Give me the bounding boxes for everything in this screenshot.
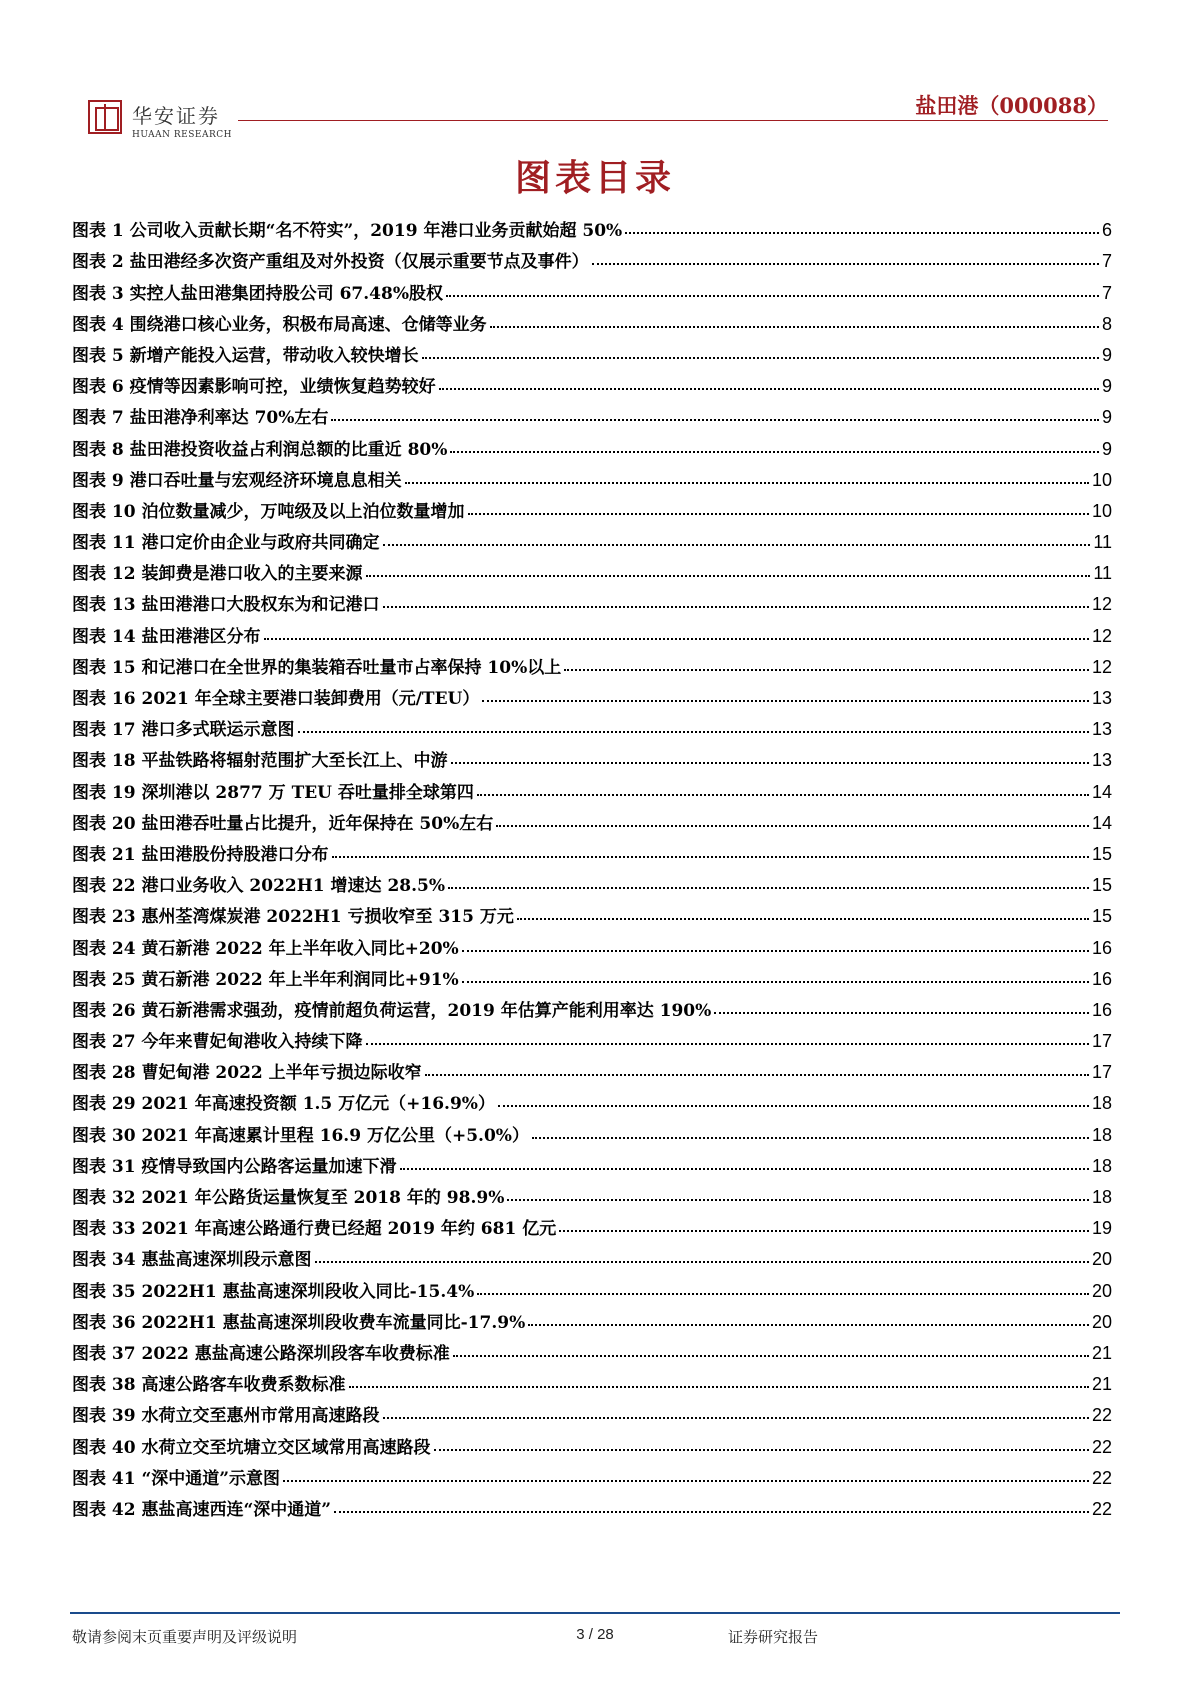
toc-leader-dots — [422, 357, 1099, 359]
toc-leader-dots — [451, 762, 1089, 764]
footer-disclaimer: 敬请参阅末页重要声明及评级说明 — [72, 1628, 298, 1646]
page-number: 3 / 28 — [576, 1626, 614, 1643]
toc-leader-dots — [439, 388, 1099, 390]
toc-entry-label: 图表 26 黄石新港需求强劲，疫情前超负荷运营，2019 年估算产能利用率达 190% — [72, 1000, 712, 1021]
toc-entry-page: 18 — [1091, 1187, 1112, 1207]
toc-leader-dots — [468, 513, 1089, 515]
toc-leader-dots — [462, 981, 1089, 983]
toc-entry[interactable] — [72, 896, 1112, 927]
toc-entry[interactable] — [72, 241, 1112, 272]
toc-entry-page: 14 — [1091, 812, 1112, 833]
toc-leader-dots — [331, 419, 1099, 421]
toc-entry-label: 图表 9 港口吞吐量与宏观经济环境息息相关 — [72, 470, 402, 491]
toc-entry[interactable] — [72, 709, 1112, 740]
toc-leader-dots — [383, 606, 1089, 608]
toc-leader-dots — [425, 1074, 1089, 1076]
toc-entry[interactable] — [72, 740, 1112, 771]
toc-entry[interactable] — [72, 428, 1112, 459]
toc-leader-dots — [528, 1324, 1089, 1326]
toc-leader-dots — [517, 918, 1089, 920]
toc-entry[interactable] — [72, 210, 1112, 241]
toc-entry-page: 18 — [1091, 1093, 1112, 1114]
toc-leader-dots — [482, 700, 1089, 702]
toc-entry-page: 22 — [1091, 1467, 1112, 1488]
toc-entry-page: 15 — [1091, 843, 1112, 864]
toc-leader-dots — [448, 887, 1089, 889]
toc-entry[interactable] — [72, 522, 1112, 553]
toc-entry-label: 图表 29 2021 年高速投资额 1.5 万亿元（+16.9%） — [72, 1094, 495, 1115]
toc-leader-dots — [592, 263, 1099, 265]
toc-entry-label: 图表 39 水荷立交至惠州市常用高速路段 — [72, 1406, 380, 1427]
toc-entry[interactable] — [72, 1302, 1112, 1333]
brand-name-en: HUAAN RESEARCH — [132, 130, 232, 140]
toc-entry-page: 13 — [1091, 719, 1112, 740]
toc-entry-label: 图表 13 盐田港港口大股权东为和记港口 — [72, 595, 380, 616]
toc-leader-dots — [366, 575, 1091, 577]
toc-entry[interactable] — [72, 1052, 1112, 1083]
toc-entry[interactable] — [72, 1364, 1112, 1395]
toc-entry-page: 12 — [1091, 625, 1112, 646]
toc-entry-label: 图表 36 2022H1 惠盐高速深圳段收费车流量同比-17.9% — [72, 1312, 526, 1333]
toc-entry[interactable] — [72, 1395, 1112, 1426]
toc-entry-label: 图表 18 平盐铁路将辐射范围扩大至长江上、中游 — [72, 751, 448, 772]
toc-entry-label: 图表 19 深圳港以 2877 万 TEU 吞吐量排全球第四 — [72, 782, 474, 803]
toc-entry-page: 13 — [1091, 750, 1112, 771]
toc-leader-dots — [450, 451, 1099, 453]
toc-entry-label: 图表 2 盐田港经多次资产重组及对外投资（仅展示重要节点及事件） — [72, 252, 589, 273]
toc-entry-page: 16 — [1091, 968, 1112, 989]
toc-entry-page: 18 — [1091, 1124, 1112, 1145]
toc-entry-page: 8 — [1101, 313, 1112, 334]
footer-divider — [70, 1612, 1120, 1614]
toc-entry-label: 图表 30 2021 年高速累计里程 16.9 万亿公里（+5.0%） — [72, 1125, 529, 1146]
toc-entry-page: 18 — [1091, 1155, 1112, 1176]
toc-leader-dots — [559, 1230, 1089, 1232]
toc-entry-label: 图表 7 盐田港净利率达 70%左右 — [72, 408, 329, 429]
toc-leader-dots — [400, 1168, 1089, 1170]
toc-entry-page: 6 — [1101, 220, 1112, 241]
toc-entry-page: 19 — [1091, 1218, 1112, 1239]
toc-entry[interactable] — [72, 1177, 1112, 1208]
footer-report-type: 证券研究报告 — [728, 1628, 819, 1646]
toc-entry-label: 图表 38 高速公路客车收费系数标准 — [72, 1375, 346, 1396]
toc-entry[interactable] — [72, 771, 1112, 802]
toc-entry-label: 图表 40 水荷立交至坑塘立交区域常用高速路段 — [72, 1437, 431, 1458]
header-divider — [238, 120, 1108, 121]
toc-entry[interactable] — [72, 1208, 1112, 1239]
toc-entry-label: 图表 6 疫情等因素影响可控，业绩恢复趋势较好 — [72, 377, 436, 398]
toc-entry-label: 图表 25 黄石新港 2022 年上半年利润同比+91% — [72, 969, 459, 990]
toc-entry-label: 图表 1 公司收入贡献长期“名不符实”，2019 年港口业务贡献始超 50% — [72, 221, 623, 242]
table-of-figures — [72, 210, 1112, 1520]
toc-leader-dots — [383, 1417, 1089, 1419]
toc-leader-dots — [532, 1137, 1089, 1139]
toc-entry-label: 图表 4 围绕港口核心业务，积极布局高速、仓储等业务 — [72, 314, 487, 335]
toc-entry[interactable] — [72, 959, 1112, 990]
toc-entry-label: 图表 10 泊位数量减少，万吨级及以上泊位数量增加 — [72, 501, 465, 522]
toc-leader-dots — [349, 1386, 1089, 1388]
toc-entry-page: 7 — [1101, 251, 1112, 272]
toc-leader-dots — [434, 1449, 1089, 1451]
toc-entry-label: 图表 27 今年来曹妃甸港收入持续下降 — [72, 1032, 363, 1053]
toc-entry-label: 图表 23 惠州荃湾煤炭港 2022H1 亏损收窄至 315 万元 — [72, 907, 514, 928]
toc-entry-label: 图表 21 盐田港股份持股港口分布 — [72, 844, 329, 865]
toc-entry-page: 9 — [1101, 407, 1112, 428]
toc-entry[interactable] — [72, 834, 1112, 865]
toc-leader-dots — [462, 950, 1089, 952]
toc-leader-dots — [477, 1293, 1089, 1295]
toc-entry-page: 21 — [1091, 1374, 1112, 1395]
toc-entry[interactable] — [72, 366, 1112, 397]
toc-entry[interactable] — [72, 304, 1112, 335]
toc-entry-page: 7 — [1101, 282, 1112, 303]
toc-entry-page: 11 — [1093, 532, 1112, 553]
brand-name: 华安证券 — [132, 104, 220, 128]
toc-entry[interactable] — [72, 803, 1112, 834]
toc-entry-page: 13 — [1091, 688, 1112, 708]
toc-entry[interactable] — [72, 1146, 1112, 1177]
toc-entry-label: 图表 3 实控人盐田港集团持股公司 67.48%股权 — [72, 283, 443, 304]
toc-leader-dots — [507, 1199, 1089, 1201]
toc-entry-page: 12 — [1091, 656, 1112, 677]
toc-leader-dots — [453, 1355, 1089, 1357]
toc-entry[interactable] — [72, 678, 1112, 709]
toc-entry[interactable] — [72, 865, 1112, 896]
toc-entry-page: 10 — [1091, 500, 1112, 521]
toc-entry[interactable] — [72, 1458, 1112, 1489]
toc-entry-page: 17 — [1091, 1031, 1112, 1052]
toc-entry[interactable] — [72, 990, 1112, 1021]
toc-entry[interactable] — [72, 1489, 1112, 1520]
toc-entry-page: 21 — [1091, 1342, 1112, 1363]
toc-entry-label: 图表 20 盐田港吞吐量占比提升，近年保持在 50%左右 — [72, 813, 494, 834]
toc-entry[interactable] — [72, 1333, 1112, 1364]
toc-entry-label: 图表 33 2021 年高速公路通行费已经超 2019 年约 681 亿元 — [72, 1219, 557, 1240]
toc-entry[interactable] — [72, 1114, 1112, 1145]
toc-leader-dots — [264, 638, 1089, 640]
toc-entry-page: 9 — [1101, 344, 1112, 365]
toc-leader-dots — [405, 482, 1089, 484]
toc-entry-page: 10 — [1091, 469, 1112, 490]
toc-entry[interactable] — [72, 397, 1112, 428]
toc-entry-label: 图表 34 惠盐高速深圳段示意图 — [72, 1250, 312, 1271]
toc-entry[interactable] — [72, 553, 1112, 584]
toc-entry[interactable] — [72, 460, 1112, 491]
toc-leader-dots — [625, 232, 1099, 234]
toc-entry[interactable] — [72, 927, 1112, 958]
toc-entry-page: 11 — [1093, 563, 1112, 584]
toc-entry-page: 20 — [1091, 1249, 1112, 1270]
toc-entry-label: 图表 17 港口多式联运示意图 — [72, 720, 295, 741]
toc-leader-dots — [446, 295, 1099, 297]
toc-entry-page: 9 — [1101, 376, 1112, 397]
toc-entry-label: 图表 12 装卸费是港口收入的主要来源 — [72, 564, 363, 585]
toc-entry-label: 图表 42 惠盐高速西连“深中通道” — [72, 1499, 332, 1520]
toc-entry-label: 图表 5 新增产能投入运营，带动收入较快增长 — [72, 345, 419, 366]
toc-entry[interactable] — [72, 615, 1112, 646]
toc-entry-label: 图表 31 疫情导致国内公路客运量加速下滑 — [72, 1156, 397, 1177]
toc-leader-dots — [366, 1043, 1089, 1045]
toc-entry[interactable] — [72, 1239, 1112, 1270]
toc-entry-label: 图表 28 曹妃甸港 2022 上半年亏损边际收窄 — [72, 1063, 422, 1084]
toc-entry-label: 图表 11 港口定价由企业与政府共同确定 — [72, 533, 380, 554]
toc-leader-dots — [498, 1105, 1089, 1107]
toc-entry-page: 20 — [1091, 1280, 1112, 1301]
toc-leader-dots — [298, 731, 1089, 733]
toc-entry-label: 图表 32 2021 年公路货运量恢复至 2018 年的 98.9% — [72, 1188, 505, 1208]
toc-leader-dots — [334, 1511, 1089, 1513]
toc-entry-label: 图表 8 盐田港投资收益占利润总额的比重近 80% — [72, 439, 448, 460]
toc-leader-dots — [714, 1012, 1089, 1014]
toc-entry-page: 14 — [1091, 781, 1112, 802]
toc-entry[interactable] — [72, 491, 1112, 522]
toc-entry-label: 图表 35 2022H1 惠盐高速深圳段收入同比-15.4% — [72, 1281, 475, 1302]
toc-entry-page: 15 — [1091, 875, 1112, 896]
toc-entry[interactable] — [72, 584, 1112, 615]
toc-entry-label: 图表 41 “深中通道”示意图 — [72, 1468, 281, 1489]
toc-entry[interactable] — [72, 1270, 1112, 1301]
toc-entry[interactable] — [72, 335, 1112, 366]
toc-entry[interactable] — [72, 272, 1112, 303]
toc-entry[interactable] — [72, 1021, 1112, 1052]
toc-leader-dots — [477, 794, 1089, 796]
toc-entry-page: 17 — [1091, 1062, 1112, 1083]
page-title: 图表目录 — [514, 157, 675, 199]
toc-entry-label: 图表 15 和记港口在全世界的集装箱吞吐量市占率保持 10%以上 — [72, 657, 562, 678]
toc-entry-label: 图表 24 黄石新港 2022 年上半年收入同比+20% — [72, 938, 459, 959]
stock-title: 盐田港（000088） — [915, 93, 1108, 118]
toc-entry-page: 16 — [1091, 937, 1112, 958]
toc-entry[interactable] — [72, 1083, 1112, 1114]
toc-entry-page: 22 — [1091, 1405, 1112, 1426]
toc-entry[interactable] — [72, 1426, 1112, 1457]
toc-leader-dots — [332, 856, 1089, 858]
toc-leader-dots — [496, 825, 1089, 827]
toc-entry-label: 图表 14 盐田港港区分布 — [72, 626, 261, 647]
toc-leader-dots — [564, 669, 1089, 671]
toc-entry-page: 9 — [1101, 438, 1112, 459]
toc-entry-label: 图表 16 2021 年全球主要港口装卸费用（元/TEU） — [72, 689, 480, 709]
toc-entry-page: 16 — [1091, 999, 1112, 1020]
toc-leader-dots — [315, 1261, 1089, 1263]
toc-entry-page: 20 — [1091, 1311, 1112, 1332]
brand-logo-icon — [88, 100, 122, 134]
toc-entry-label: 图表 22 港口业务收入 2022H1 增速达 28.5% — [72, 876, 446, 897]
toc-leader-dots — [283, 1480, 1089, 1482]
toc-leader-dots — [383, 544, 1091, 546]
toc-entry[interactable] — [72, 647, 1112, 678]
toc-entry-label: 图表 37 2022 惠盐高速公路深圳段客车收费标准 — [72, 1343, 450, 1364]
toc-entry-page: 22 — [1091, 1436, 1112, 1457]
toc-entry-page: 15 — [1091, 906, 1112, 927]
toc-entry-page: 12 — [1091, 594, 1112, 615]
toc-leader-dots — [490, 326, 1099, 328]
page-header — [88, 88, 1108, 148]
toc-entry-page: 22 — [1091, 1498, 1112, 1519]
